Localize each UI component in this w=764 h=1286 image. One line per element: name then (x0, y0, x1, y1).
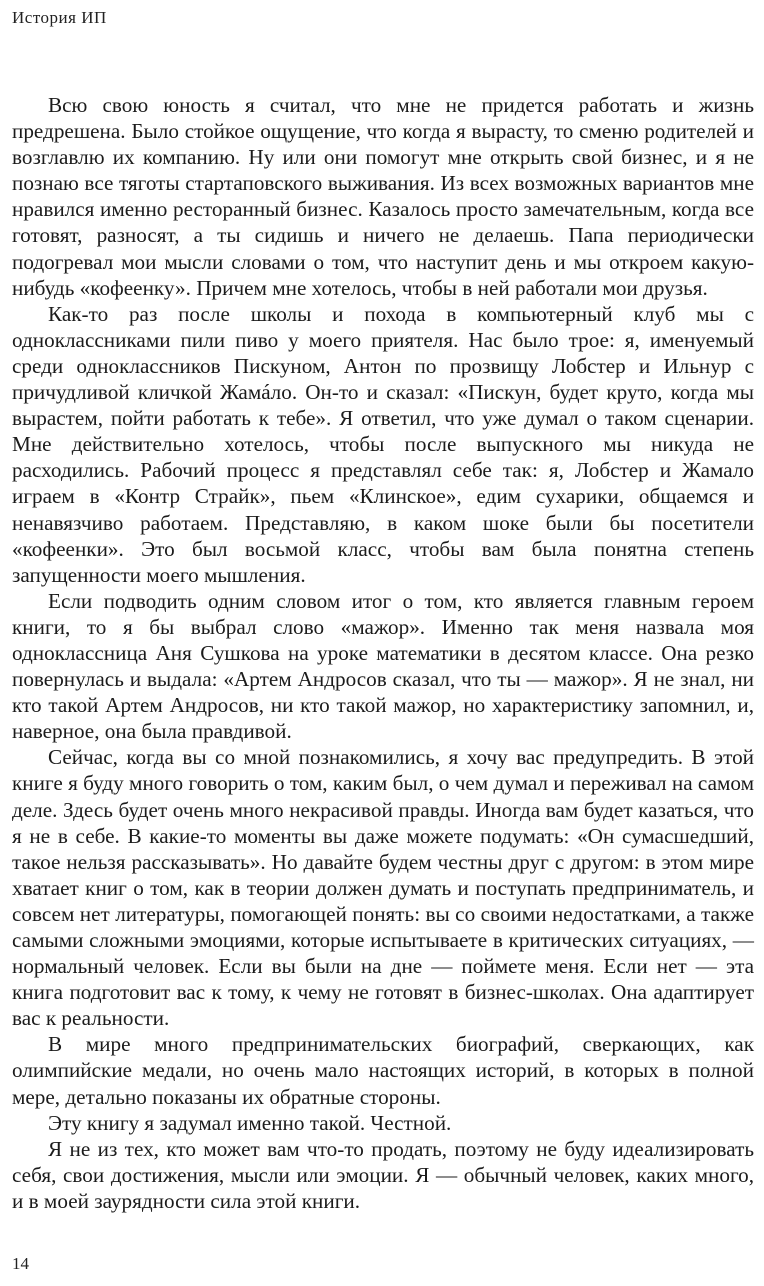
paragraph: Я не из тех, кто может вам что-то продать, поэтому не буду идеализировать себя, свои достижения, мысли или эмоции. Я — обычный человек, каких много, и в моей заурядности сила этой книги. (12, 1136, 754, 1213)
paragraph: Эту книгу я задумал именно такой. Честной. (48, 1110, 452, 1135)
paragraph: Всю свою юность я считал, что мне не придется работать и жизнь предрешена. Было стойкое ощущение, что когда я вырасту, то сменю родителей и возглавлю их компанию. Ну или они помогут мне открыть свой бизнес, и я не познаю все тяготы стартаповского выживания. Из всех возможных вариантов мне нравился именно ресторанный бизнес. Казалось просто замечательным, когда все готовят, разносят, а ты сидишь и ничего не делаешь. Папа периодически подогревал мои мысли словами о том, что наступит день и мы откроем какую-нибудь «кофеенку». Причем мне хотелось, чтобы в ней работали мои друзья. (12, 93, 754, 300)
page-number: 14 (12, 1254, 29, 1273)
paragraph: Если подводить одним словом итог о том, кто является главным героем книги, то я бы выбрал слово «мажор». Именно так меня назвала моя одноклассница Аня Сушкова на уроке математики в десятом классе. Она резко повернулась и выдала: «Артем Андросов сказал, что ты — мажор». Я не знал, ни кто такой Артем Андросов, ни кто такой мажор, но характеристику запомнил, и, наверное, она была правдивой. (12, 588, 754, 744)
paragraph: Сейчас, когда вы со мной познакомились, я хочу вас предупредить. В этой книге я буду много говорить о том, каким был, о чем думал и переживал на самом деле. Здесь будет очень много некрасивой правды. Иногда вам будет казаться, что я не в себе. В какие-то моменты вы даже можете подумать: «Он сумасшедший, такое нельзя рассказывать». Но давайте будем честны друг с другом: в этом мире хватает книг о том, как в теории должен думать и поступать предприниматель, и совсем нет литературы, помогающей понять: вы со своими недостатками, а также самыми сложными эмоциями, которые испытываете в критических ситуациях, — нормальный человек. Если вы были на дне — поймете меня. Если нет — эта книга подготовит вас к тому, к чему не готовят в бизнес-школах. Она адаптирует вас к реальности. (12, 745, 754, 1031)
body-text (12, 92, 754, 1214)
running-title: История ИП (12, 8, 107, 27)
paragraph: Как-то раз после школы и похода в компьютерный клуб мы с одноклассниками пили пиво у моего приятеля. Нас было трое: я, именуемый среди одноклассников Пискуном, Антон по прозвищу Лобстер и Ильнур с причудливой кличкой Жамáло. Он-то и сказал: «Пискун, будет круто, когда мы вырастем, пойти работать к тебе». Я ответил, что уже думал о таком сценарии. Мне действительно хотелось, чтобы после выпускного мы никуда не расходились. Рабочий процесс я представлял себе так: я, Лобстер и Жамало играем в «Контр Страйк», пьем «Клинское», едим сухарики, общаемся и ненавязчиво работаем. Представляю, в каком шоке были бы посетители «кофеенки». Это был восьмой класс, чтобы вам была понятна степень запущенности моего мышления. (12, 301, 754, 587)
paragraph: В мире много предпринимательских биографий, сверкающих, как олимпийские медали, но очень мало настоящих историй, в которых в полной мере, детально показаны их обратные стороны. (12, 1032, 754, 1109)
